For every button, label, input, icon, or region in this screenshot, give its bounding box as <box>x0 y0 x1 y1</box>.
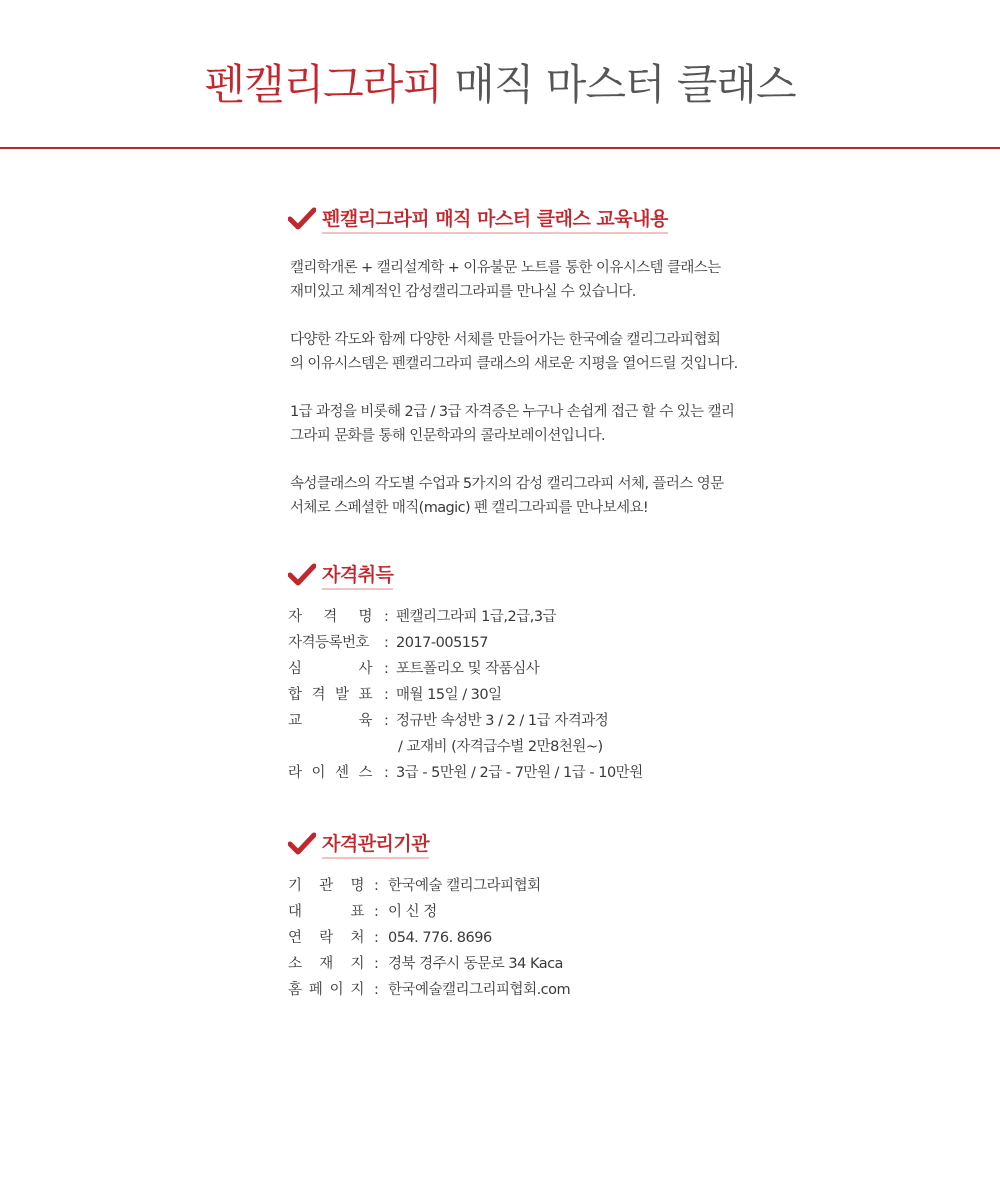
info-row-continuation <box>288 734 758 760</box>
section-organization-heading <box>288 831 758 861</box>
paragraph-line: 1급 과정을 비롯해 2급 / 3급 자격증은 누구나 손쉽게 접근 할 수 있는 캘리 <box>290 404 735 420</box>
paragraph-line: 서체로 스페셜한 매직(magic) 펜 캘리그라피를 만나보세요! <box>290 500 649 516</box>
check-icon <box>288 832 316 856</box>
intro-paragraph <box>288 472 758 520</box>
info-label: 라 이 센 스 <box>288 765 372 781</box>
info-label: 대 표 <box>288 904 364 920</box>
info-separator: : <box>374 982 379 998</box>
info-value: 이 신 정 <box>388 904 437 920</box>
section-certification <box>288 562 758 786</box>
info-row <box>288 656 758 682</box>
page-title <box>0 58 1000 112</box>
info-row <box>288 760 758 786</box>
info-label: 교 육 <box>288 713 372 729</box>
paragraph-line: 그라피 문화를 통해 인문학과의 콜라보레이션입니다. <box>290 428 605 444</box>
info-separator: : <box>374 930 379 946</box>
info-row <box>288 682 758 708</box>
info-separator: : <box>384 687 389 703</box>
info-separator: : <box>384 609 389 625</box>
info-row <box>288 925 758 951</box>
info-row <box>288 708 758 734</box>
info-value: 한국예술 캘리그라피협회 <box>388 878 541 894</box>
info-label: 합 격 발 표 <box>288 687 372 703</box>
info-row <box>288 977 758 1003</box>
section-organization <box>288 831 758 1003</box>
section-certification-title: 자격취득 <box>322 562 393 590</box>
info-value: 2017-005157 <box>396 635 488 651</box>
info-label: 자 격 명 <box>288 609 372 625</box>
paragraph-line: 다양한 각도와 함께 다양한 서체를 만들어가는 한국예술 캘리그라피협회 <box>290 332 721 348</box>
info-separator: : <box>384 661 389 677</box>
info-row <box>288 604 758 630</box>
section-organization-title: 자격관리기관 <box>322 831 429 859</box>
info-row <box>288 630 758 656</box>
section-intro <box>288 206 758 544</box>
section-intro-heading <box>288 206 758 236</box>
intro-paragraph <box>288 256 758 304</box>
page-title-rest: 매직 마스터 클래스 <box>454 60 796 109</box>
info-separator: : <box>384 765 389 781</box>
certification-info-list <box>288 604 758 786</box>
info-value: 경북 경주시 동문로 34 Kaca <box>388 956 563 972</box>
info-label: 연 락 처 <box>288 930 364 946</box>
info-row <box>288 899 758 925</box>
info-value: 매월 15일 / 30일 <box>396 687 502 703</box>
info-separator: : <box>374 904 379 920</box>
info-value: 펜캘리그라피 1급,2급,3급 <box>396 609 557 625</box>
page-header <box>0 0 1000 148</box>
info-label: 홈 페 이 지 <box>288 982 364 998</box>
info-label: 소 재 지 <box>288 956 364 972</box>
check-icon <box>288 563 316 587</box>
section-intro-title: 펜캘리그라피 매직 마스터 클래스 교육내용 <box>322 206 668 234</box>
info-value: 포트폴리오 및 작품심사 <box>396 661 540 677</box>
intro-paragraph <box>288 400 758 448</box>
info-value: 054. 776. 8696 <box>388 930 492 946</box>
paragraph-line: 재미있고 체계적인 감성캘리그라피를 만나실 수 있습니다. <box>290 284 636 300</box>
info-separator: : <box>374 878 379 894</box>
info-value: 정규반 속성반 3 / 2 / 1급 자격과정 <box>396 713 609 729</box>
paragraph-line: 캘리학개론 + 캘리설계학 + 이유불문 노트를 통한 이유시스템 클래스는 <box>290 260 721 276</box>
info-value: / 교재비 (자격급수별 2만8천원~) <box>398 739 603 755</box>
info-row <box>288 873 758 899</box>
paragraph-line: 속성클래스의 각도별 수업과 5가지의 감성 캘리그라피 서체, 플러스 영문 <box>290 476 724 492</box>
info-label: 심 사 <box>288 661 372 677</box>
info-separator: : <box>384 635 389 651</box>
info-label: 기 관 명 <box>288 878 364 894</box>
info-value: 한국예술캘리그리피협회.com <box>388 982 571 998</box>
header-divider <box>0 147 1000 149</box>
info-separator: : <box>374 956 379 972</box>
info-separator: : <box>384 713 389 729</box>
paragraph-line: 의 이유시스템은 펜캘리그라피 클래스의 새로운 지평을 열어드릴 것입니다. <box>290 356 738 372</box>
info-row <box>288 951 758 977</box>
organization-info-list <box>288 873 758 1003</box>
check-icon <box>288 207 316 231</box>
page-title-accent: 펜캘리그라피 <box>204 60 442 109</box>
info-value: 3급 - 5만원 / 2급 - 7만원 / 1급 - 10만원 <box>396 765 643 781</box>
section-certification-heading <box>288 562 758 592</box>
intro-paragraph <box>288 328 758 376</box>
info-label: 자격등록번호 <box>288 635 370 651</box>
